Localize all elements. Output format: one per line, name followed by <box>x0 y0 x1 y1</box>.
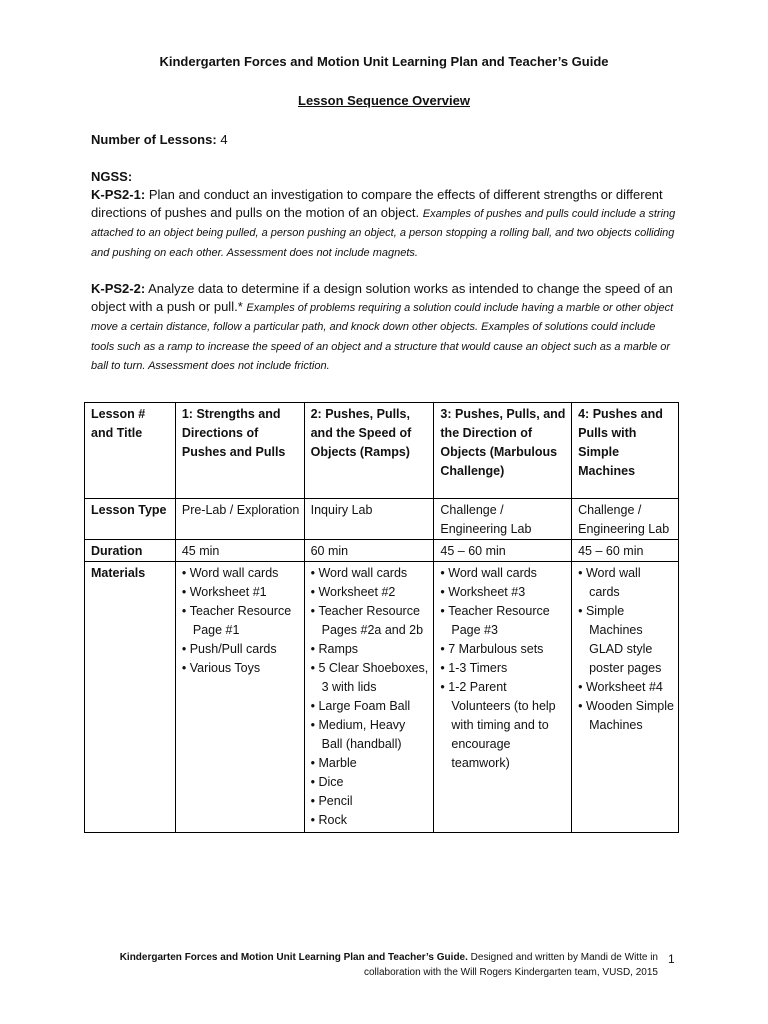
lesson-4-duration: 45 – 60 min <box>572 540 679 562</box>
standard-examples: Examples of pushes and pulls could include a string attached to an object being pulled, a person pushing an object, a person stopping a rolling ball, and two objects colliding and pushing on each other. Assessment does not include magnets. <box>91 207 676 259</box>
list-item: • Teacher Resource Page #1 <box>182 602 300 640</box>
lesson-3-type: Challenge / Engineering Lab <box>434 499 572 540</box>
table-row-duration <box>85 540 679 562</box>
lesson-1-materials <box>175 562 304 833</box>
lesson-4-materials <box>572 562 679 833</box>
list-item: • Simple Machines GLAD style poster pages <box>578 602 674 678</box>
materials-list <box>440 564 567 773</box>
lesson-3-title: 3: Pushes, Pulls, and the Direction of Objects (Marbulous Challenge) <box>434 403 572 499</box>
row-header-type: Lesson Type <box>85 499 176 540</box>
lessons-count <box>91 132 228 147</box>
list-item: • Worksheet #4 <box>578 678 674 697</box>
list-item: • Marble <box>311 754 430 773</box>
list-item: • 7 Marbulous sets <box>440 640 567 659</box>
page-number: 1 <box>668 952 675 966</box>
list-item: • 1-2 Parent Volunteers (to help with timing and to encourage teamwork) <box>440 678 567 773</box>
list-item: • Dice <box>311 773 430 792</box>
lesson-sequence-table <box>84 402 679 833</box>
list-item: • Worksheet #2 <box>311 583 430 602</box>
lessons-count-label: Number of Lessons: <box>91 132 217 147</box>
lesson-2-materials <box>304 562 434 833</box>
list-item: • Push/Pull cards <box>182 640 300 659</box>
ngss-heading: NGSS: <box>91 169 133 184</box>
lesson-4-type: Challenge / Engineering Lab <box>572 499 679 540</box>
lesson-1-duration: 45 min <box>175 540 304 562</box>
lessons-count-value: 4 <box>220 132 228 147</box>
row-header-materials: Materials <box>85 562 176 833</box>
list-item: • 5 Clear Shoeboxes, 3 with lids <box>311 659 430 697</box>
standard-code: K-PS2-2: <box>91 281 146 296</box>
list-item: • Word wall cards <box>311 564 430 583</box>
section-subtitle: Lesson Sequence Overview <box>298 93 470 108</box>
list-item: • Rock <box>311 811 430 830</box>
row-header-title: Lesson # and Title <box>85 403 176 499</box>
lesson-3-duration: 45 – 60 min <box>434 540 572 562</box>
standard-text: Analyze data to determine if a design solution works as intended to change the speed of an object with a push or pull.* <box>91 281 673 314</box>
materials-list <box>578 564 674 735</box>
list-item: • Word wall cards <box>578 564 674 602</box>
list-item: • Worksheet #3 <box>440 583 567 602</box>
footer-line-1 <box>60 950 658 965</box>
lesson-2-duration: 60 min <box>304 540 434 562</box>
list-item: • Various Toys <box>182 659 300 678</box>
list-item: • Medium, Heavy Ball (handball) <box>311 716 430 754</box>
materials-list <box>311 564 430 830</box>
table-row-materials <box>85 562 679 833</box>
list-item: • 1-3 Timers <box>440 659 567 678</box>
lesson-4-title: 4: Pushes and Pulls with Simple Machines <box>572 403 679 499</box>
list-item: • Wooden Simple Machines <box>578 697 674 735</box>
table-row-type <box>85 499 679 540</box>
standard-text: Plan and conduct an investigation to compare the effects of different strengths or different directions of pushes and pulls on the motion of an object. <box>91 187 663 220</box>
list-item: • Word wall cards <box>182 564 300 583</box>
standard-examples: Examples of problems requiring a solution could include having a marble or other object move a certain distance, follow a particular path, and knock down other objects. Examples of solutions could include tools such as a ramp to increase the speed of an object and a structure that would cause an object such as a marble or ball to turn. Assessment does not include friction. <box>91 301 674 372</box>
footer-guide-title: Kindergarten Forces and Motion Unit Learning Plan and Teacher’s Guide. <box>119 952 468 963</box>
standard-code: K-PS2-1: <box>91 187 146 202</box>
lesson-1-type: Pre-Lab / Exploration <box>175 499 304 540</box>
page-footer <box>60 950 658 980</box>
standard-k-ps2-2 <box>91 280 681 376</box>
row-header-duration: Duration <box>85 540 176 562</box>
materials-list <box>182 564 300 678</box>
footer-credit-2: collaboration with the Will Rogers Kindergarten team, VUSD, 2015 <box>363 967 658 978</box>
document-title: Kindergarten Forces and Motion Unit Learning Plan and Teacher’s Guide <box>159 54 609 69</box>
table-row-title <box>85 403 679 499</box>
list-item: • Large Foam Ball <box>311 697 430 716</box>
lesson-1-title: 1: Strengths and Directions of Pushes and Pulls <box>175 403 304 499</box>
footer-credit-1: Designed and written by Mandi de Witte in <box>470 952 658 963</box>
list-item: • Ramps <box>311 640 430 659</box>
list-item: • Word wall cards <box>440 564 567 583</box>
lesson-2-title: 2: Pushes, Pulls, and the Speed of Objects (Ramps) <box>304 403 434 499</box>
lesson-3-materials <box>434 562 572 833</box>
list-item: • Worksheet #1 <box>182 583 300 602</box>
list-item: • Pencil <box>311 792 430 811</box>
list-item: • Teacher Resource Pages #2a and 2b <box>311 602 430 640</box>
list-item: • Teacher Resource Page #3 <box>440 602 567 640</box>
standard-k-ps2-1 <box>91 186 681 262</box>
lesson-2-type: Inquiry Lab <box>304 499 434 540</box>
